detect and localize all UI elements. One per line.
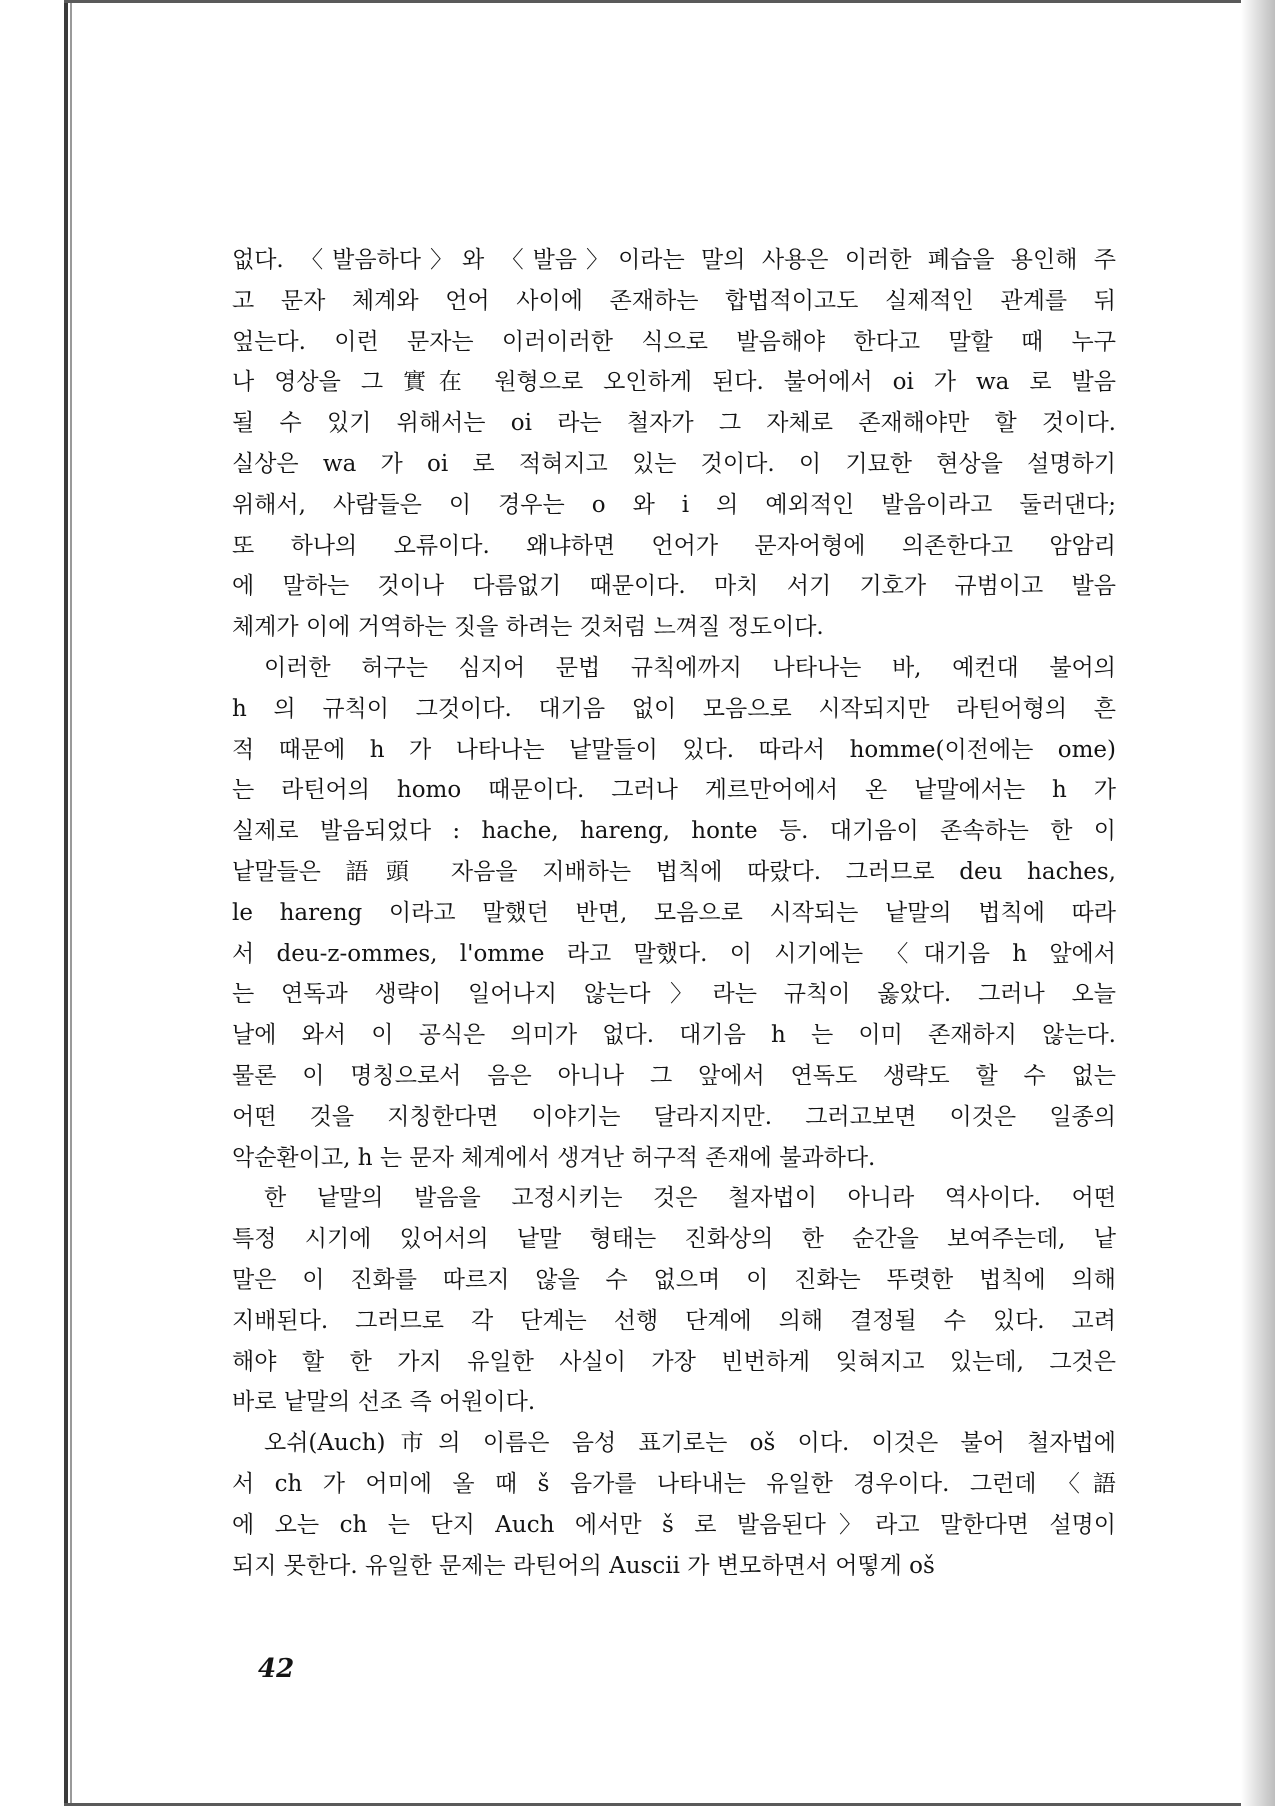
text-line: 서 ch 가 어미에 올 때 š 음가를 나타내는 유일한 경우이다. 그런데 〈語 xyxy=(232,1470,1116,1497)
page-shadow-right xyxy=(1241,0,1275,1806)
text-line: 날에 와서 이 공식은 의미가 없다. 대기음 h 는 이미 존재하지 않는다. xyxy=(232,1022,1116,1049)
page-edge-top xyxy=(64,0,1244,3)
text-line: 되지 못한다. 유일한 문제는 라틴어의 Auscii 가 변모하면서 어떻게 oš xyxy=(232,1552,935,1579)
text-line: 오쉬(Auch)市의 이름은 음성 표기로는 oš 이다. 이것은 불어 철자법에 xyxy=(264,1430,1116,1457)
paragraph xyxy=(232,648,1116,1178)
page-edge-left xyxy=(64,0,68,1806)
text-line: 는 연독과 생략이 일어나지 않는다〉라는 규칙이 옳았다. 그러나 오늘 xyxy=(232,981,1116,1008)
paragraph xyxy=(232,240,1116,648)
text-line: 특정 시기에 있어서의 낱말 형태는 진화상의 한 순간을 보여주는데, 낱 xyxy=(232,1226,1116,1253)
text-line: 낱말들은 語頭 자음을 지배하는 법칙에 따랐다. 그러므로 deu haches, xyxy=(232,858,1116,885)
paragraph xyxy=(232,1178,1116,1423)
text-line: 체계가 이에 거역하는 짓을 하려는 것처럼 느껴질 정도이다. xyxy=(232,614,824,641)
text-line: 물론 이 명칭으로서 음은 아니나 그 앞에서 연독도 생략도 할 수 없는 xyxy=(232,1062,1116,1089)
text-line: 없다. 〈발음하다〉와 〈발음〉이라는 말의 사용은 이러한 폐습을 용인해 주 xyxy=(232,247,1116,273)
text-line: 해야 할 한 가지 유일한 사실이 가장 빈번하게 잊혀지고 있는데, 그것은 xyxy=(232,1348,1116,1375)
text-line: 이러한 허구는 심지어 문법 규칙에까지 나타나는 바, 예컨대 불어의 xyxy=(264,654,1116,681)
text-line: 는 라틴어의 homo 때문이다. 그러나 게르만어에서 온 낱말에서는 h 가 xyxy=(232,777,1116,804)
text-line: 엎는다. 이런 문자는 이러이러한 식으로 발음해야 한다고 말할 때 누구 xyxy=(232,328,1116,355)
text-line: 고 문자 체계와 언어 사이에 존재하는 합법적이고도 실제적인 관계를 뒤 xyxy=(232,287,1116,314)
text-line: 바로 낱말의 선조 즉 어원이다. xyxy=(232,1389,536,1416)
text-line: 에 오는 ch 는 단지 Auch 에서만 š 로 발음된다〉라고 말한다면 설명이 xyxy=(232,1511,1116,1538)
page-edge-left-inner xyxy=(70,0,72,1806)
text-line: 말은 이 진화를 따르지 않을 수 없으며 이 진화는 뚜렷한 법칙에 의해 xyxy=(232,1266,1116,1293)
text-line: le hareng 이라고 말했던 반면, 모음으로 시작되는 낱말의 법칙에 따라 xyxy=(232,899,1116,926)
text-line: 실제로 발음되었다 : hache, hareng, honte 등. 대기음이 존속하는 한 이 xyxy=(232,818,1116,845)
paragraph xyxy=(232,1423,1116,1586)
text-line: 악순환이고, h 는 문자 체계에서 생겨난 허구적 존재에 불과하다. xyxy=(232,1144,876,1171)
text-line: h 의 규칙이 그것이다. 대기음 없이 모음으로 시작되지만 라틴어형의 흔 xyxy=(232,695,1116,722)
text-line: 지배된다. 그러므로 각 단계는 선행 단계에 의해 결정될 수 있다. 고려 xyxy=(232,1307,1116,1334)
text-line: 어떤 것을 지칭한다면 이야기는 달라지지만. 그러고보면 이것은 일종의 xyxy=(232,1103,1116,1130)
text-line: 에 말하는 것이나 다름없기 때문이다. 마치 서기 기호가 규범이고 발음 xyxy=(232,573,1116,600)
text-line: 실상은 wa 가 oi 로 적혀지고 있는 것이다. 이 기묘한 현상을 설명하기 xyxy=(232,450,1116,477)
body-text xyxy=(232,240,1116,1586)
text-line: 될 수 있기 위해서는 oi 라는 철자가 그 자체로 존재해야만 할 것이다. xyxy=(232,410,1116,437)
text-line: 위해서, 사람들은 이 경우는 o 와 i 의 예외적인 발음이라고 둘러댄다; xyxy=(232,491,1116,518)
text-line: 한 낱말의 발음을 고정시키는 것은 철자법이 아니라 역사이다. 어떤 xyxy=(264,1185,1116,1212)
text-line: 나 영상을 그 實在 원형으로 오인하게 된다. 불어에서 oi 가 wa 로 발음 xyxy=(232,369,1116,396)
text-line: 적 때문에 h 가 나타나는 낱말들이 있다. 따라서 homme(이전에는 ome) xyxy=(232,736,1116,763)
page-number: 42 xyxy=(258,1654,295,1684)
text-line: 서 deu-z-ommes, l'omme 라고 말했다. 이 시기에는 〈대기음 h 앞에서 xyxy=(232,940,1116,967)
text-line: 또 하나의 오류이다. 왜냐하면 언어가 문자어형에 의존한다고 암암리 xyxy=(232,532,1116,559)
